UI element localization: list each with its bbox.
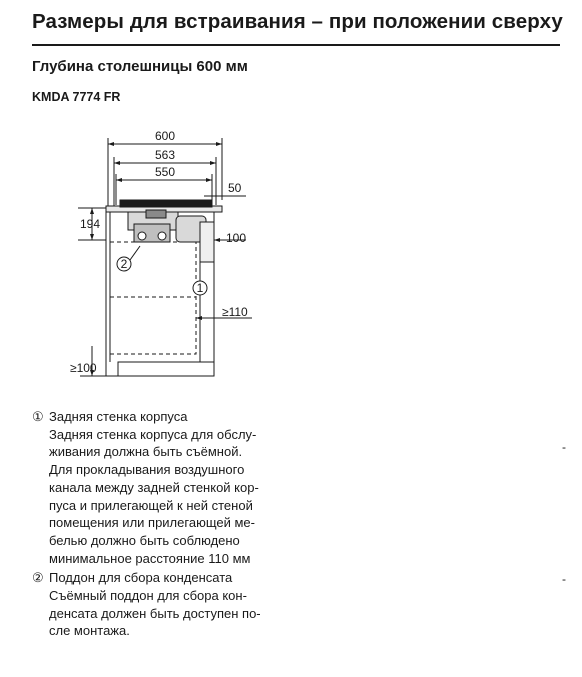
note-line: минимальное расстояние 110 мм: [49, 550, 251, 566]
note-line: помещения или прилегающей ме-: [49, 515, 255, 531]
note-2-number: ②: [32, 570, 44, 586]
dim-194: 194: [80, 217, 101, 231]
note-line: белью должно быть соблюдено: [49, 532, 240, 548]
callout-2-label: 2: [120, 257, 128, 271]
note-line: Для прокладывания воздушного: [49, 462, 245, 478]
dim-563: 563: [154, 148, 176, 162]
dim-550: 550: [154, 165, 176, 179]
margin-mark: -: [562, 572, 566, 586]
note-line: Задняя стенка корпуса: [49, 409, 188, 424]
note-1-number: ①: [32, 409, 44, 424]
dim-plinth-100: ≥100: [70, 361, 97, 375]
callout-1-label: 1: [196, 281, 204, 295]
note-line: денсата должен быть доступен по-: [49, 605, 261, 621]
note-line: пуса и прилегающей к ней стеной: [49, 497, 253, 513]
dim-600: 600: [154, 129, 176, 143]
note-line: канала между задней стенкой кор-: [49, 479, 259, 495]
model-label: KMDA 7774 FR: [32, 90, 121, 104]
dim-100: 100: [226, 231, 247, 245]
fan-unit: [128, 210, 214, 262]
note-line: Задняя стенка корпуса для обслу-: [49, 426, 257, 442]
note-2: [32, 569, 552, 640]
section-subtitle: Глубина столешницы 600 мм: [32, 58, 248, 75]
note-line: Поддон для сбора конденсата: [49, 570, 233, 586]
notes-list: [32, 408, 552, 642]
page-title: Размеры для встраивания – при положении сверху: [32, 10, 563, 33]
note-line: сле монтажа.: [49, 623, 130, 639]
dim-110: ≥110: [222, 305, 248, 319]
dim-50: 50: [228, 181, 242, 195]
note-line: Съёмный поддон для сбора кон-: [49, 588, 247, 604]
note-line: живания должна быть съёмной.: [49, 444, 243, 460]
margin-mark: -: [562, 440, 566, 454]
note-1: [32, 408, 552, 567]
